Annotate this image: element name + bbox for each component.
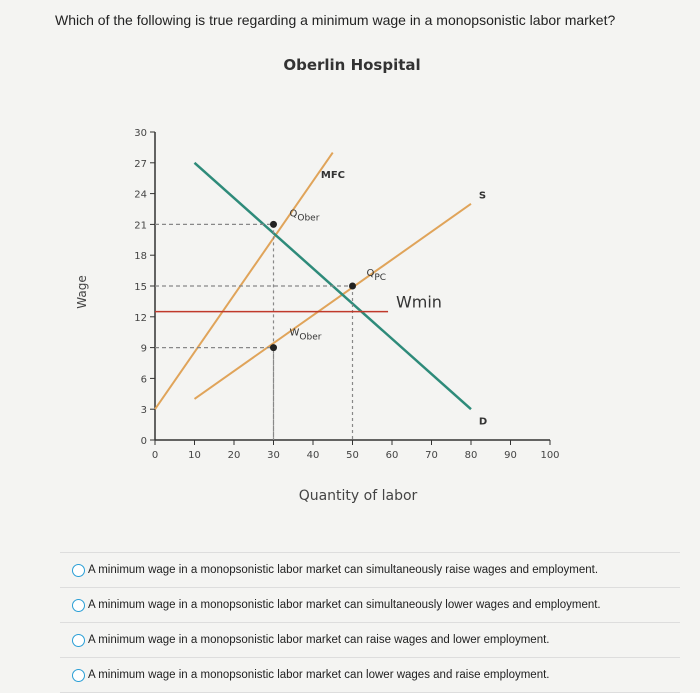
annotation-letter: Q — [366, 268, 375, 279]
x-tick-label: 30 — [267, 450, 280, 461]
equilibrium-point — [270, 221, 277, 228]
x-tick-label: 80 — [464, 450, 478, 461]
radio-button[interactable] — [72, 599, 85, 612]
y-tick-label: 30 — [134, 128, 147, 139]
annotation-w-ober — [290, 328, 322, 343]
series-label-mfc: MFC — [320, 170, 346, 182]
radio-button[interactable] — [72, 564, 85, 577]
x-axis-label: Quantity of labor — [298, 488, 418, 504]
x-tick-label: 90 — [504, 450, 517, 461]
y-tick-label: 27 — [134, 158, 147, 170]
y-tick-label: 15 — [134, 282, 147, 293]
question-text: Which of the following is true regarding a minimum wage in a monopsonistic labor market? — [55, 12, 616, 28]
annotation-letter: W — [289, 327, 300, 339]
series-label-s: S — [478, 190, 487, 202]
plot-area — [134, 128, 559, 461]
y-axis-label: Wage — [75, 275, 89, 309]
x-tick-label: 40 — [306, 450, 320, 461]
choice-label: A minimum wage in a monopsonistic labor market can lower wages and raise employment. — [88, 669, 550, 681]
x-tick-label: 0 — [151, 450, 159, 461]
choice-option-2[interactable] — [60, 587, 680, 622]
y-tick-label: 6 — [140, 374, 147, 386]
x-tick-label: 10 — [188, 450, 201, 461]
choice-option-3[interactable] — [60, 622, 680, 657]
series-line-mfc — [155, 153, 333, 410]
radio-button[interactable] — [72, 634, 85, 647]
annotation-subscript: PC — [374, 273, 387, 283]
annotation-subscript: Ober — [299, 332, 322, 343]
series-label-d: D — [478, 416, 488, 428]
chart-title: Oberlin Hospital — [283, 56, 421, 74]
radio-button[interactable] — [72, 669, 85, 682]
choice-option-4[interactable] — [60, 657, 680, 693]
y-tick-label: 9 — [140, 343, 147, 355]
x-tick-label: 70 — [425, 450, 438, 461]
y-tick-label: 18 — [134, 251, 147, 263]
x-tick-label: 60 — [385, 450, 399, 461]
choice-label: A minimum wage in a monopsonistic labor market can simultaneously lower wages and employment. — [88, 599, 601, 611]
min-wage-label: Wmin — [395, 292, 442, 312]
equilibrium-point — [349, 283, 356, 290]
y-tick-label: 21 — [134, 220, 147, 232]
annotation-letter: Q — [289, 208, 298, 220]
y-tick-label: 0 — [140, 436, 147, 447]
answer-choices — [60, 552, 680, 693]
x-tick-label: 50 — [346, 450, 359, 461]
annotation-q-ober — [290, 208, 320, 223]
y-tick-label: 12 — [134, 312, 147, 324]
x-tick-label: 100 — [540, 450, 560, 461]
x-tick-label: 20 — [227, 450, 241, 461]
annotation-subscript: Ober — [297, 213, 320, 224]
choice-option-1[interactable] — [60, 552, 680, 587]
choice-label: A minimum wage in a monopsonistic labor market can raise wages and lower employment. — [88, 634, 550, 646]
y-tick-label: 24 — [134, 189, 147, 201]
equilibrium-point — [270, 344, 277, 351]
choice-label: A minimum wage in a monopsonistic labor market can simultaneously raise wages and employment. — [88, 564, 599, 576]
y-tick-label: 3 — [140, 405, 147, 417]
